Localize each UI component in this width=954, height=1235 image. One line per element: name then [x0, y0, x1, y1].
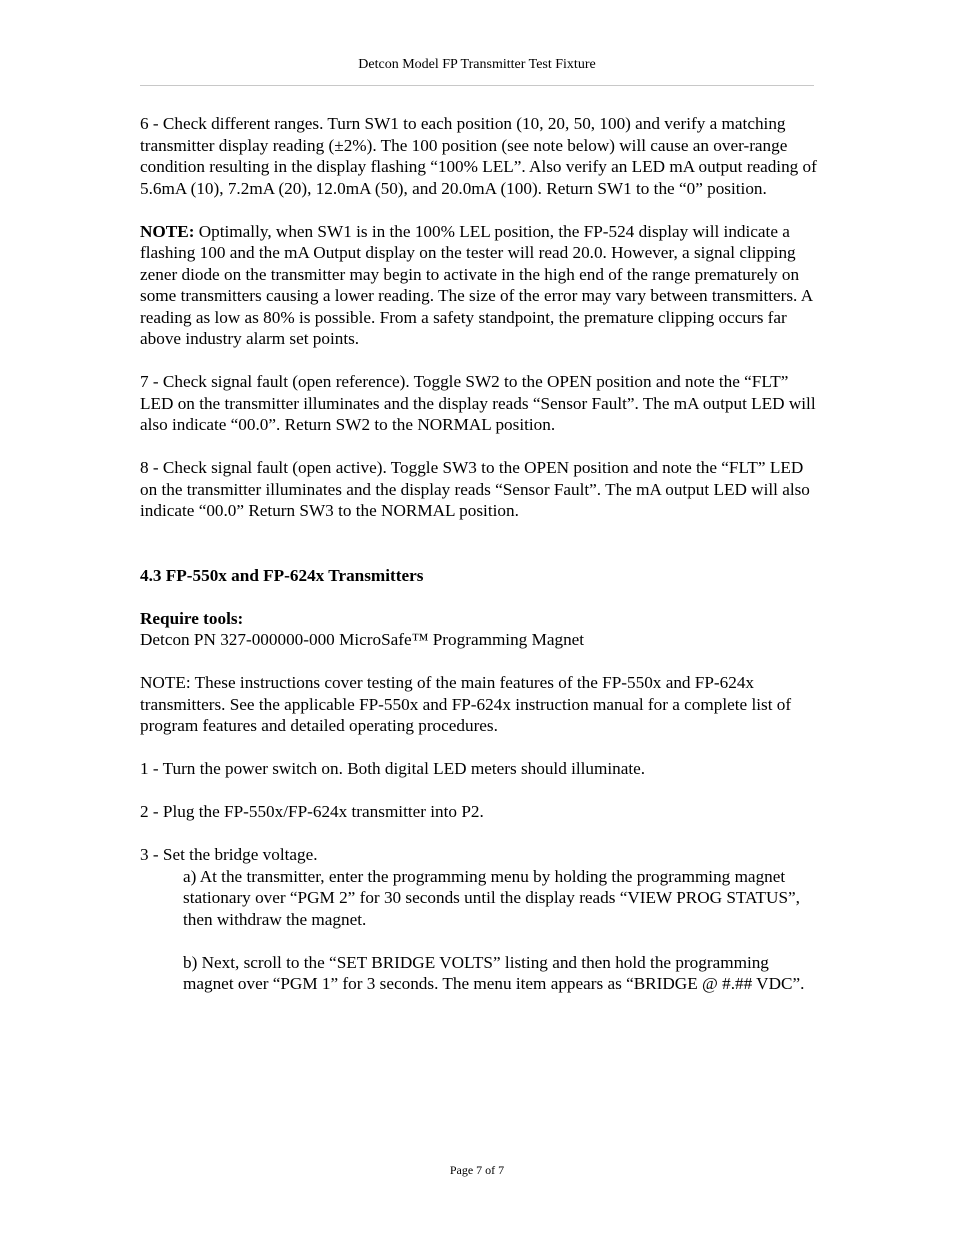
header-divider — [140, 85, 814, 86]
tools-item: Detcon PN 327-000000-000 MicroSafe™ Programming Magnet — [140, 630, 585, 649]
note-2-paragraph: NOTE: These instructions cover testing of the main features of the FP-550x and FP-624x transmitters. See the applicable FP-550x and FP-624x instruction manual for a complete list of program features and detailed operating procedures. — [140, 673, 792, 735]
note-label: NOTE: — [140, 221, 195, 241]
document-body — [140, 113, 820, 995]
note-text: Optimally, when SW1 is in the 100% LEL position, the FP-524 display will indicate a flashing 100 and the mA Output display on the tester will read 20.0. However, a signal clipping zener diode on the transmitter may begin to activate in the high end of the range prematurely on some transmitters causing a lower reading. The size of the error may vary between transmitters. A reading as low as 80% is possible. From a safety standpoint, the premature clipping occurs far above industry alarm set points. — [140, 221, 813, 348]
step-1-paragraph: 1 - Turn the power switch on. Both digital LED meters should illuminate. — [140, 759, 646, 778]
step-6-paragraph: 6 - Check different ranges. Turn SW1 to each position (10, 20, 50, 100) and verify a matching transmitter display reading (±2%). The 100 position (see note below) will cause an over-range condition resulting in the display flashing “100% LEL”. Also verify an LED mA output reading of 5.6mA (10), 7.2mA (20), 12.0mA (50), and 20.0mA (100). Return SW1 to the “0” position. — [140, 114, 817, 198]
note-paragraph — [140, 221, 820, 350]
step-2-paragraph: 2 - Plug the FP-550x/FP-624x transmitter into P2. — [140, 802, 484, 821]
page-number: Page 7 of 7 — [449, 1163, 505, 1177]
step-3-paragraph: 3 - Set the bridge voltage. — [140, 845, 318, 864]
step-7-paragraph: 7 - Check signal fault (open reference). Toggle SW2 to the OPEN position and note the “FLT” LED on the transmitter illuminates and the display reads “Sensor Fault”. The mA output LED will also indicate “00.0”. Return SW2 to the NORMAL position. — [140, 372, 816, 434]
step-8-paragraph: 8 - Check signal fault (open active). Toggle SW3 to the OPEN position and note the “FLT” LED on the transmitter illuminates and the display reads “Sensor Fault”. The mA output LED will also indicate “00.0” Return SW3 to the NORMAL position. — [140, 458, 810, 520]
section-heading: 4.3 FP-550x and FP-624x Transmitters — [140, 565, 424, 585]
page-header: Detcon Model FP Transmitter Test Fixture — [358, 57, 596, 72]
step-3b-paragraph: b) Next, scroll to the “SET BRIDGE VOLTS” listing and then hold the programming magnet over “PGM 1” for 3 seconds. The menu item appears as “BRIDGE @ #.## VDC”. — [183, 952, 805, 993]
step-3a-paragraph: a) At the transmitter, enter the programming menu by holding the programming magnet stationary over “PGM 2” for 30 seconds until the display reads “VIEW PROG STATUS”, then withdraw the magnet. — [183, 866, 800, 929]
tools-label: Require tools: — [140, 608, 244, 628]
